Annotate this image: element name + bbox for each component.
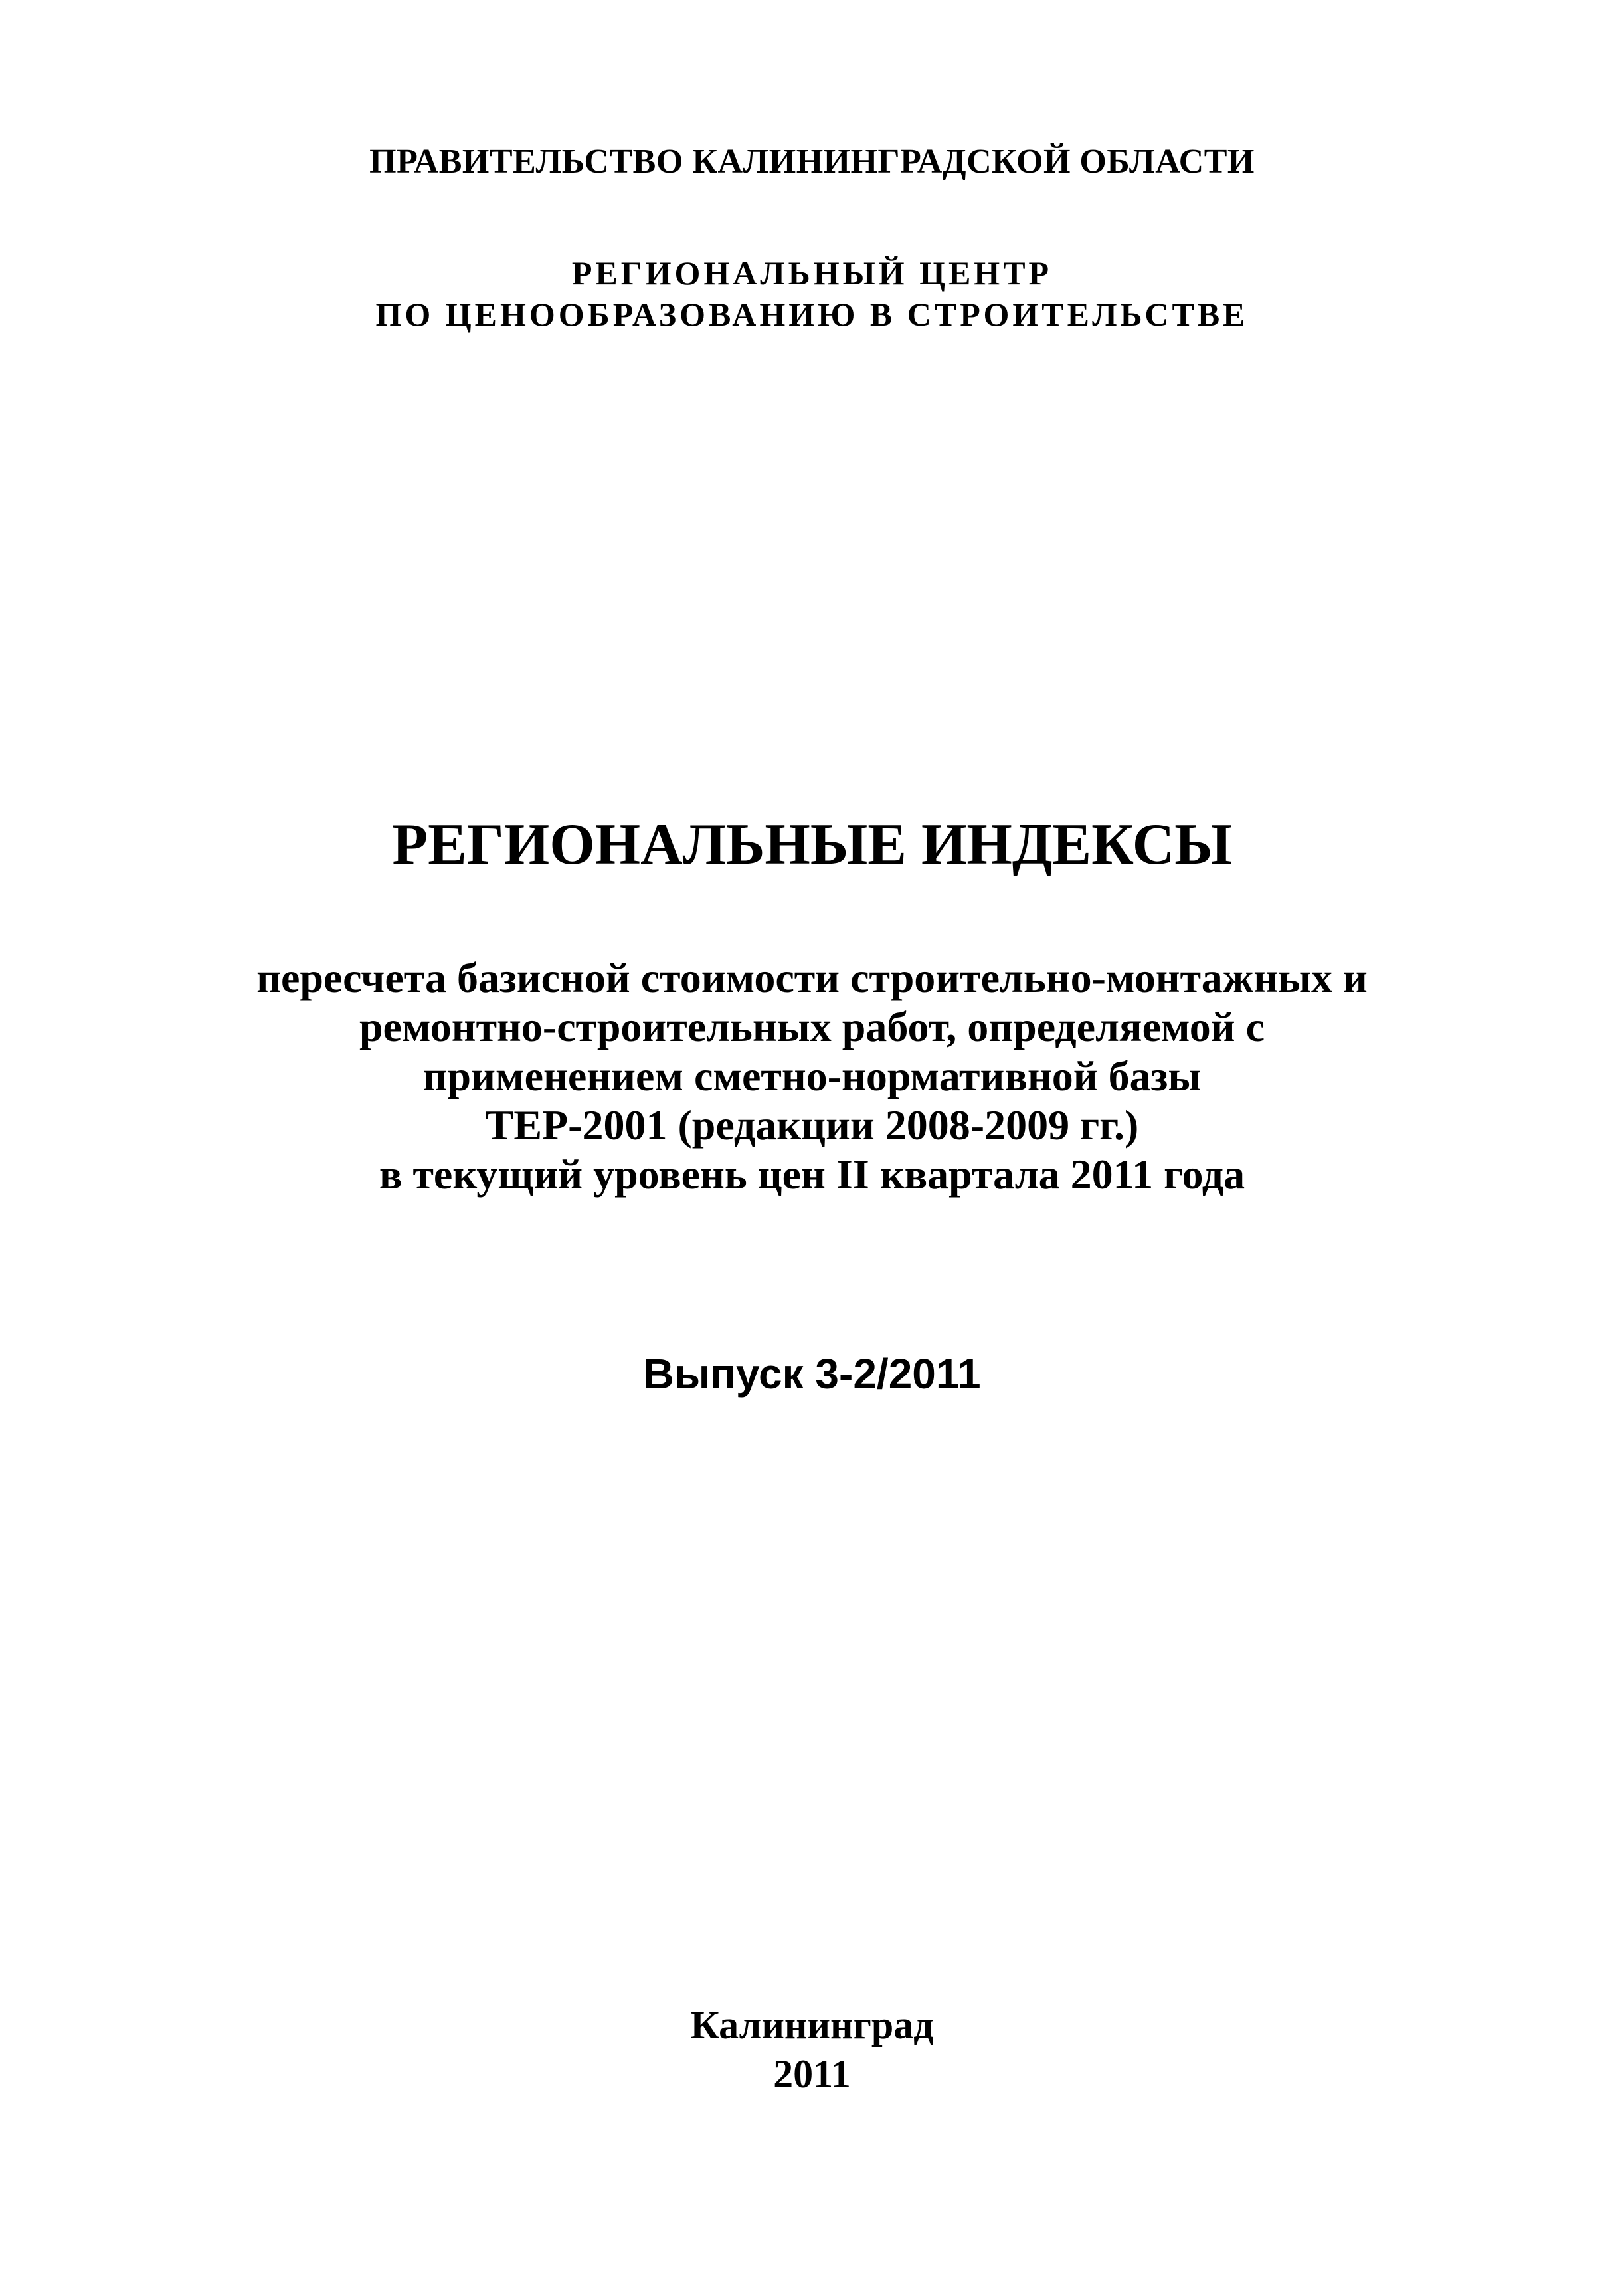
government-heading: ПРАВИТЕЛЬСТВО КАЛИНИНГРАДСКОЙ ОБЛАСТИ xyxy=(369,143,1255,181)
subtitle-line-5: в текущий уровень цен II квартала 2011 года xyxy=(379,1151,1245,1198)
subtitle-line-1: пересчета базисной стоимости строительно-монтажных и xyxy=(256,954,1368,1001)
regional-center-heading-line-2: ПО ЦЕНООБРАЗОВАНИЮ В СТРОИТЕЛЬСТВЕ xyxy=(375,296,1249,333)
regional-center-heading-line-1: РЕГИОНАЛЬНЫЙ ЦЕНТР xyxy=(571,254,1053,292)
subtitle-line-3: применением сметно-нормативной базы xyxy=(422,1052,1202,1099)
issue-number: Выпуск 3-2/2011 xyxy=(643,1350,981,1398)
subtitle-line-2: ремонтно-строительных работ, определяемой с xyxy=(359,1003,1265,1050)
publication-year: 2011 xyxy=(773,2052,851,2096)
subtitle-line-4: ТЕР-2001 (редакции 2008-2009 гг.) xyxy=(485,1101,1139,1149)
publication-city: Калининград xyxy=(690,2003,934,2047)
document-title: РЕГИОНАЛЬНЫЕ ИНДЕКСЫ xyxy=(392,812,1232,877)
